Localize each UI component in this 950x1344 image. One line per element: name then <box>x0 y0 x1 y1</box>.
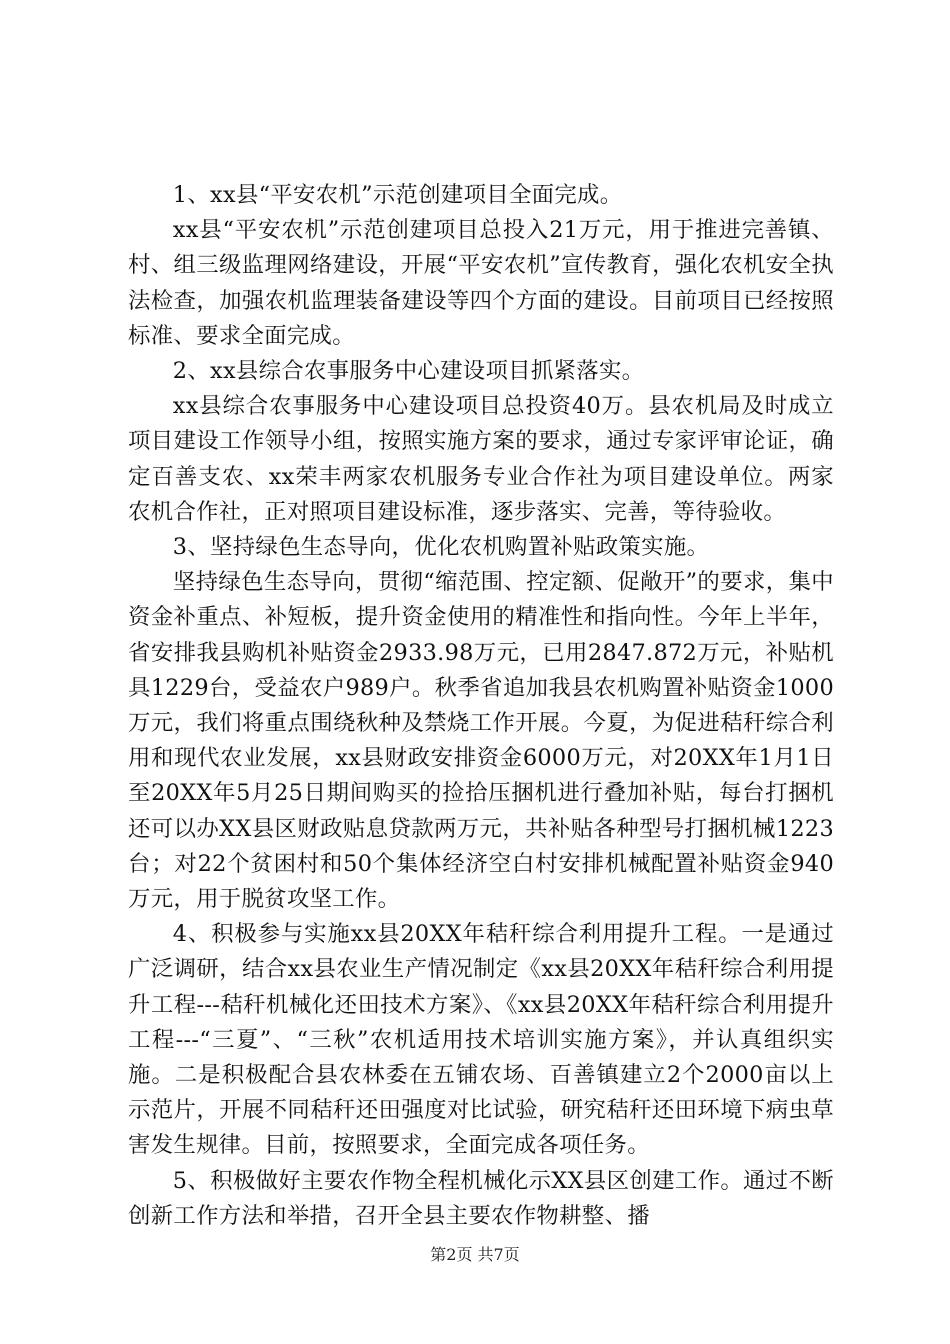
paragraph-heading-4: 4、积极参与实施xx县20XX年秸秆综合利用提升工程。一是通过广泛调研，结合xx县农业生产情况制定《xx县20XX年秸秆综合利用提升工程---秸秆机械化还田技术方案》、《xx县20XX年秸秆综合利用提升工程---“三夏”、“三秋”农机适用技术培训实施方案》，并认真组织实施。二是积极配合县农林委在五铺农场、百善镇建立2个2000亩以上示范片，开展不同秸秆还田强度对比试验，研究秸秆还田环境下病虫草害发生规律。目前，按照要求，全面完成各项任务。 <box>128 921 834 1159</box>
paragraph: xx县综合农事服务中心建设项目总投资40万。县农机局及时成立项目建设工作领导小组，按照实施方案的要求，通过专家评审论证，确定百善支农、xx荣丰两家农机服务专业合作社为项目建设单位。两家农机合作社，正对照项目建设标准，逐步落实、完善，等待验收。 <box>128 393 834 525</box>
paragraph: xx县“平安农机”示范创建项目总投入21万元，用于推进完善镇、村、组三级监理网络建设，开展“平安农机”宣传教育，强化农机安全执法检查，加强农机监理装备建设等四个方面的建设。目前项目已经按照标准、要求全面完成。 <box>128 217 834 349</box>
paragraph-heading-3: 3、坚持绿色生态导向，优化农机购置补贴政策实施。 <box>172 534 710 561</box>
paragraph-heading-2: 2、xx县综合农事服务中心建设项目抓紧落实。 <box>172 358 645 385</box>
paragraph-heading-5: 5、积极做好主要农作物全程机械化示XX县区创建工作。通过不断创新工作方法和举措，召开全县主要农作物耕整、播 <box>128 1167 834 1229</box>
paragraph-heading-1: 1、xx县“平安农机”示范创建项目全面完成。 <box>172 182 623 208</box>
page-number-footer: 第2页 共7页 <box>430 1245 520 1264</box>
document-body <box>128 178 834 1234</box>
paragraph: 坚持绿色生态导向，贯彻“缩范围、控定额、促敞开”的要求，集中资金补重点、补短板，提升资金使用的精准性和指向性。今年上半年，省安排我县购机补贴资金2933.98万元，已用2847.872万元，补贴机具1229台，受益农户989户。秋季省追加我县农机购置补贴资金1000万元，我们将重点围绕秋种及禁烧工作开展。今夏，为促进秸秆综合利用和现代农业发展，xx县财政安排资金6000万元，对20XX年1月1日至20XX年5月25日期间购买的捡拾压捆机进行叠加补贴，每台打捆机还可以办XX县区财政贴息贷款两万元，共补贴各种型号打捆机械1223台；对22个贫困村和50个集体经济空白村安排机械配置补贴资金940万元，用于脱贫攻坚工作。 <box>128 569 834 913</box>
